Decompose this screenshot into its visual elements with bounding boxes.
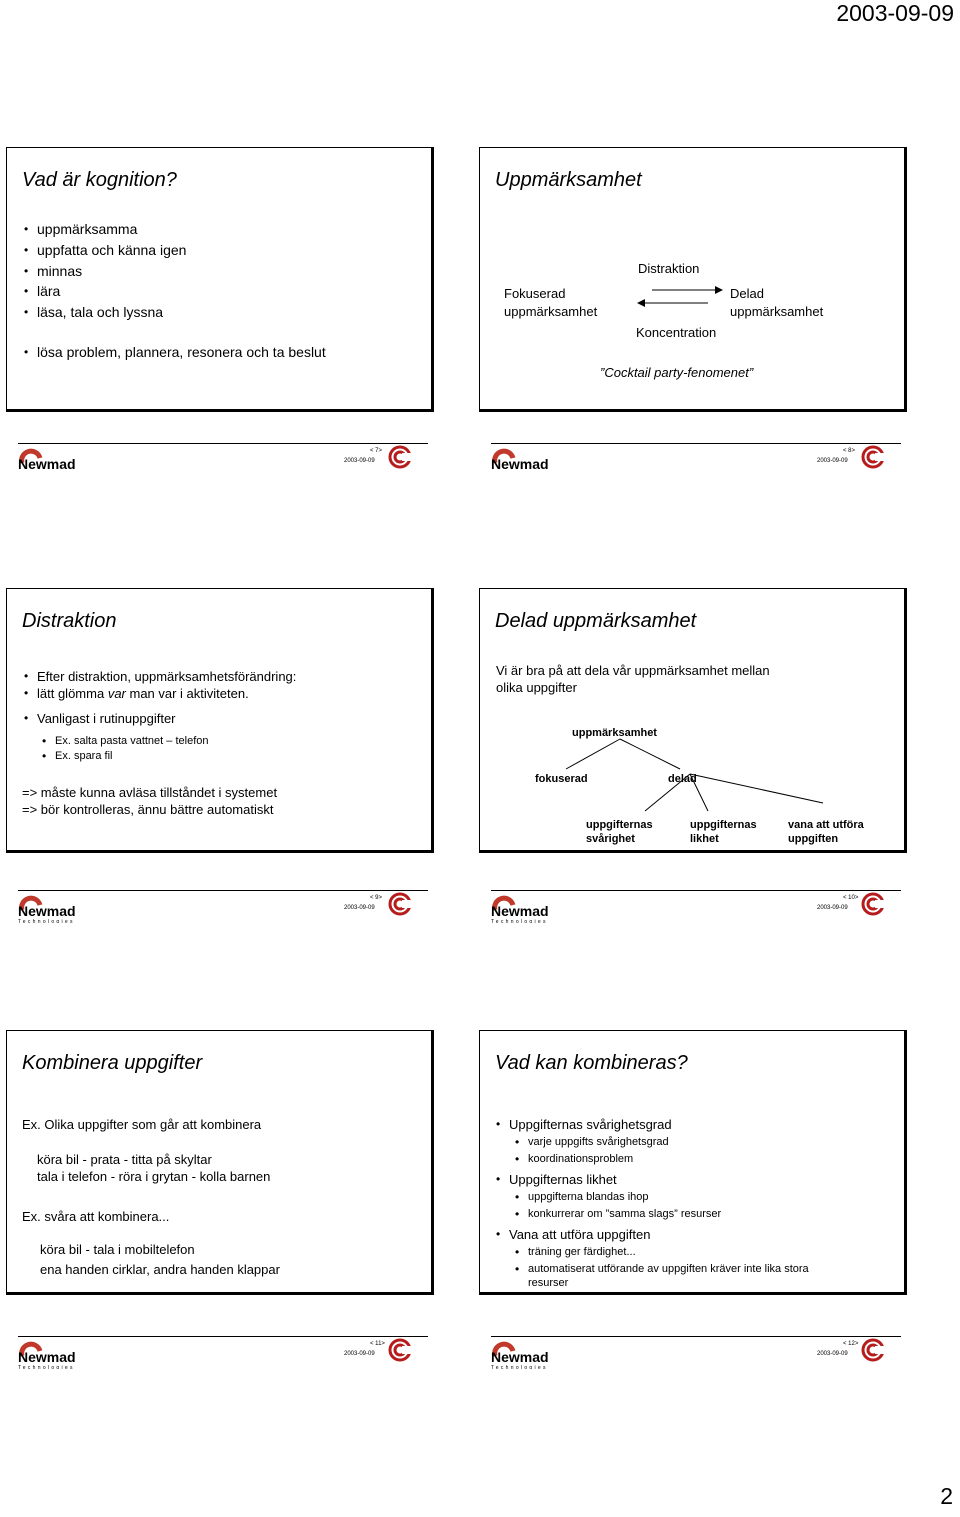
sub-bullet-item: • automatiserat utförande av uppgiften kräver inte lika stora bbox=[528, 1263, 809, 1276]
conference-logo-icon bbox=[388, 1337, 412, 1363]
tree-leaf: likhet bbox=[690, 833, 719, 845]
text-line: köra bil - prata - titta på skyltar bbox=[37, 1152, 212, 1167]
svg-text:Technologies: Technologies bbox=[491, 919, 548, 923]
footer-divider bbox=[18, 890, 428, 891]
text-emphasis: var bbox=[107, 686, 126, 701]
svg-text:Newmad: Newmad bbox=[18, 456, 76, 472]
page-date: 2003-09-09 bbox=[836, 0, 954, 26]
bullet-item: • lära bbox=[37, 284, 60, 299]
intro-line: Vi är bra på att dela vår uppmärksamhet mellan bbox=[496, 663, 770, 678]
newmad-logo-icon bbox=[491, 446, 553, 476]
label-distraktion: Distraktion bbox=[638, 261, 700, 276]
slide-number: < 12> bbox=[843, 1341, 859, 1347]
slide-title: Uppmärksamhet bbox=[495, 169, 642, 191]
slide-number: < 10> bbox=[843, 895, 859, 901]
slide-title: Kombinera uppgifter bbox=[22, 1052, 203, 1074]
text-part: lätt glömma bbox=[37, 686, 108, 701]
svg-text:Newmad: Newmad bbox=[18, 1349, 76, 1365]
sub-bullet-item: • träning ger färdighet... bbox=[528, 1246, 636, 1259]
conclusion-line: => måste kunna avläsa tillståndet i systemet bbox=[22, 785, 278, 800]
slide-footer bbox=[491, 440, 919, 478]
slide-footer bbox=[18, 440, 446, 478]
newmad-logo-icon bbox=[491, 1339, 553, 1369]
sub-bullet-item: • uppgifterna blandas ihop bbox=[528, 1191, 648, 1204]
slide-footer bbox=[18, 887, 446, 925]
slide-title: Vad är kognition? bbox=[22, 169, 177, 191]
newmad-logo-icon bbox=[18, 1339, 80, 1369]
slide-number: < 7> bbox=[370, 448, 383, 454]
tree-node-fokuserad: fokuserad bbox=[535, 773, 588, 785]
bullet-item: • lösa problem, plannera, resonera och ta beslut bbox=[37, 345, 326, 360]
slide-8 bbox=[479, 147, 907, 412]
cocktail-label: ”Cocktail party-fenomenet” bbox=[600, 365, 754, 380]
slide-footer-date: 2003-09-09 bbox=[817, 905, 848, 911]
slide-footer-date: 2003-09-09 bbox=[344, 1351, 375, 1357]
sub-bullet-continuation: resurser bbox=[528, 1277, 569, 1289]
bullet-item: • läsa, tala och lyssna bbox=[37, 305, 163, 320]
slide-10 bbox=[479, 588, 907, 853]
slide-footer bbox=[491, 887, 919, 925]
sub-bullet-item: • konkurrerar om ”samma slags” resurser bbox=[528, 1208, 721, 1221]
slide-footer-date: 2003-09-09 bbox=[817, 1351, 848, 1357]
footer-divider bbox=[18, 1336, 428, 1337]
conference-logo-icon bbox=[388, 891, 412, 917]
label-delad: uppmärksamhet bbox=[730, 304, 824, 319]
slide-footer-date: 2003-09-09 bbox=[344, 905, 375, 911]
svg-text:Technologies: Technologies bbox=[491, 1365, 548, 1369]
bullet-item bbox=[37, 686, 249, 701]
text-line: Ex. svåra att kombinera... bbox=[22, 1209, 170, 1224]
bullet-item: • Vanligast i rutinuppgifter bbox=[37, 711, 176, 726]
bullet-item: • Uppgifternas svårighetsgrad bbox=[509, 1117, 672, 1132]
footer-divider bbox=[491, 443, 901, 444]
tree-node-delad: delad bbox=[668, 773, 697, 785]
newmad-logo-icon bbox=[18, 446, 80, 476]
newmad-logo-icon bbox=[18, 893, 80, 923]
slide-footer-date: 2003-09-09 bbox=[344, 458, 375, 464]
bullet-item: • Vana att utföra uppgiften bbox=[509, 1227, 650, 1242]
svg-text:Newmad: Newmad bbox=[18, 903, 76, 919]
slide-footer-date: 2003-09-09 bbox=[817, 458, 848, 464]
tree-leaf: uppgifternas bbox=[586, 819, 653, 831]
sub-bullet-item: • koordinationsproblem bbox=[528, 1153, 633, 1166]
conference-logo-icon bbox=[388, 444, 412, 470]
sub-bullet-item: • Ex. salta pasta vattnet – telefon bbox=[55, 735, 208, 748]
bullet-item: • minnas bbox=[37, 264, 82, 279]
text-line: Ex. Olika uppgifter som går att kombinera bbox=[22, 1117, 262, 1132]
svg-text:Newmad: Newmad bbox=[491, 903, 549, 919]
slide-title: Delad uppmärksamhet bbox=[495, 610, 697, 632]
label-koncentration: Koncentration bbox=[636, 325, 717, 340]
footer-divider bbox=[491, 1336, 901, 1337]
bullet-item: • Efter distraktion, uppmärksamhetsförändring: bbox=[37, 669, 296, 684]
newmad-logo-icon bbox=[491, 893, 553, 923]
label-fokuserad: uppmärksamhet bbox=[504, 304, 598, 319]
slide-7 bbox=[6, 147, 434, 412]
slide-number: < 8> bbox=[843, 448, 856, 454]
slide-title: Distraktion bbox=[22, 610, 117, 632]
tree-leaf: uppgifternas bbox=[690, 819, 757, 831]
tree-leaf: svårighet bbox=[586, 833, 635, 845]
conference-logo-icon bbox=[861, 891, 885, 917]
slide-12 bbox=[479, 1030, 907, 1295]
text-part: man var i aktiviteten. bbox=[125, 686, 249, 701]
svg-text:Newmad: Newmad bbox=[491, 456, 549, 472]
svg-text:Technologies: Technologies bbox=[18, 919, 75, 923]
conference-logo-icon bbox=[861, 1337, 885, 1363]
text-line: köra bil - tala i mobiltelefon bbox=[40, 1242, 195, 1257]
arrows-icon bbox=[630, 283, 730, 313]
attention-tree-diagram bbox=[480, 589, 908, 854]
conference-logo-icon bbox=[861, 444, 885, 470]
slide-title: Vad kan kombineras? bbox=[495, 1052, 688, 1074]
svg-text:Newmad: Newmad bbox=[491, 1349, 549, 1365]
text-line: tala i telefon - röra i grytan - kolla barnen bbox=[37, 1169, 271, 1184]
sub-bullet-item: • Ex. spara fil bbox=[55, 750, 112, 763]
slide-number: < 9> bbox=[370, 895, 383, 901]
svg-text:Technologies: Technologies bbox=[18, 1365, 75, 1369]
tree-root: uppmärksamhet bbox=[572, 727, 657, 739]
tree-leaf: uppgiften bbox=[788, 833, 839, 845]
page-number: 2 bbox=[940, 1483, 953, 1509]
bullet-item: • uppmärksamma bbox=[37, 222, 137, 237]
footer-divider bbox=[491, 890, 901, 891]
slide-footer bbox=[491, 1333, 919, 1371]
text-line: ena handen cirklar, andra handen klappar bbox=[40, 1262, 280, 1277]
slide-11 bbox=[6, 1030, 434, 1295]
conclusion-line: => bör kontrolleras, ännu bättre automatiskt bbox=[22, 802, 274, 817]
bullet-item: • Uppgifternas likhet bbox=[509, 1172, 617, 1187]
bullet-item: • uppfatta och känna igen bbox=[37, 243, 186, 258]
sub-bullet-item: • varje uppgifts svårighetsgrad bbox=[528, 1136, 669, 1149]
tree-leaf: vana att utföra bbox=[788, 819, 864, 831]
slide-9 bbox=[6, 588, 434, 853]
intro-line: olika uppgifter bbox=[496, 680, 577, 695]
label-delad: Delad bbox=[730, 286, 764, 301]
label-fokuserad: Fokuserad bbox=[504, 286, 566, 301]
slide-footer bbox=[18, 1333, 446, 1371]
slide-number: < 11> bbox=[370, 1341, 385, 1347]
footer-divider bbox=[18, 443, 428, 444]
